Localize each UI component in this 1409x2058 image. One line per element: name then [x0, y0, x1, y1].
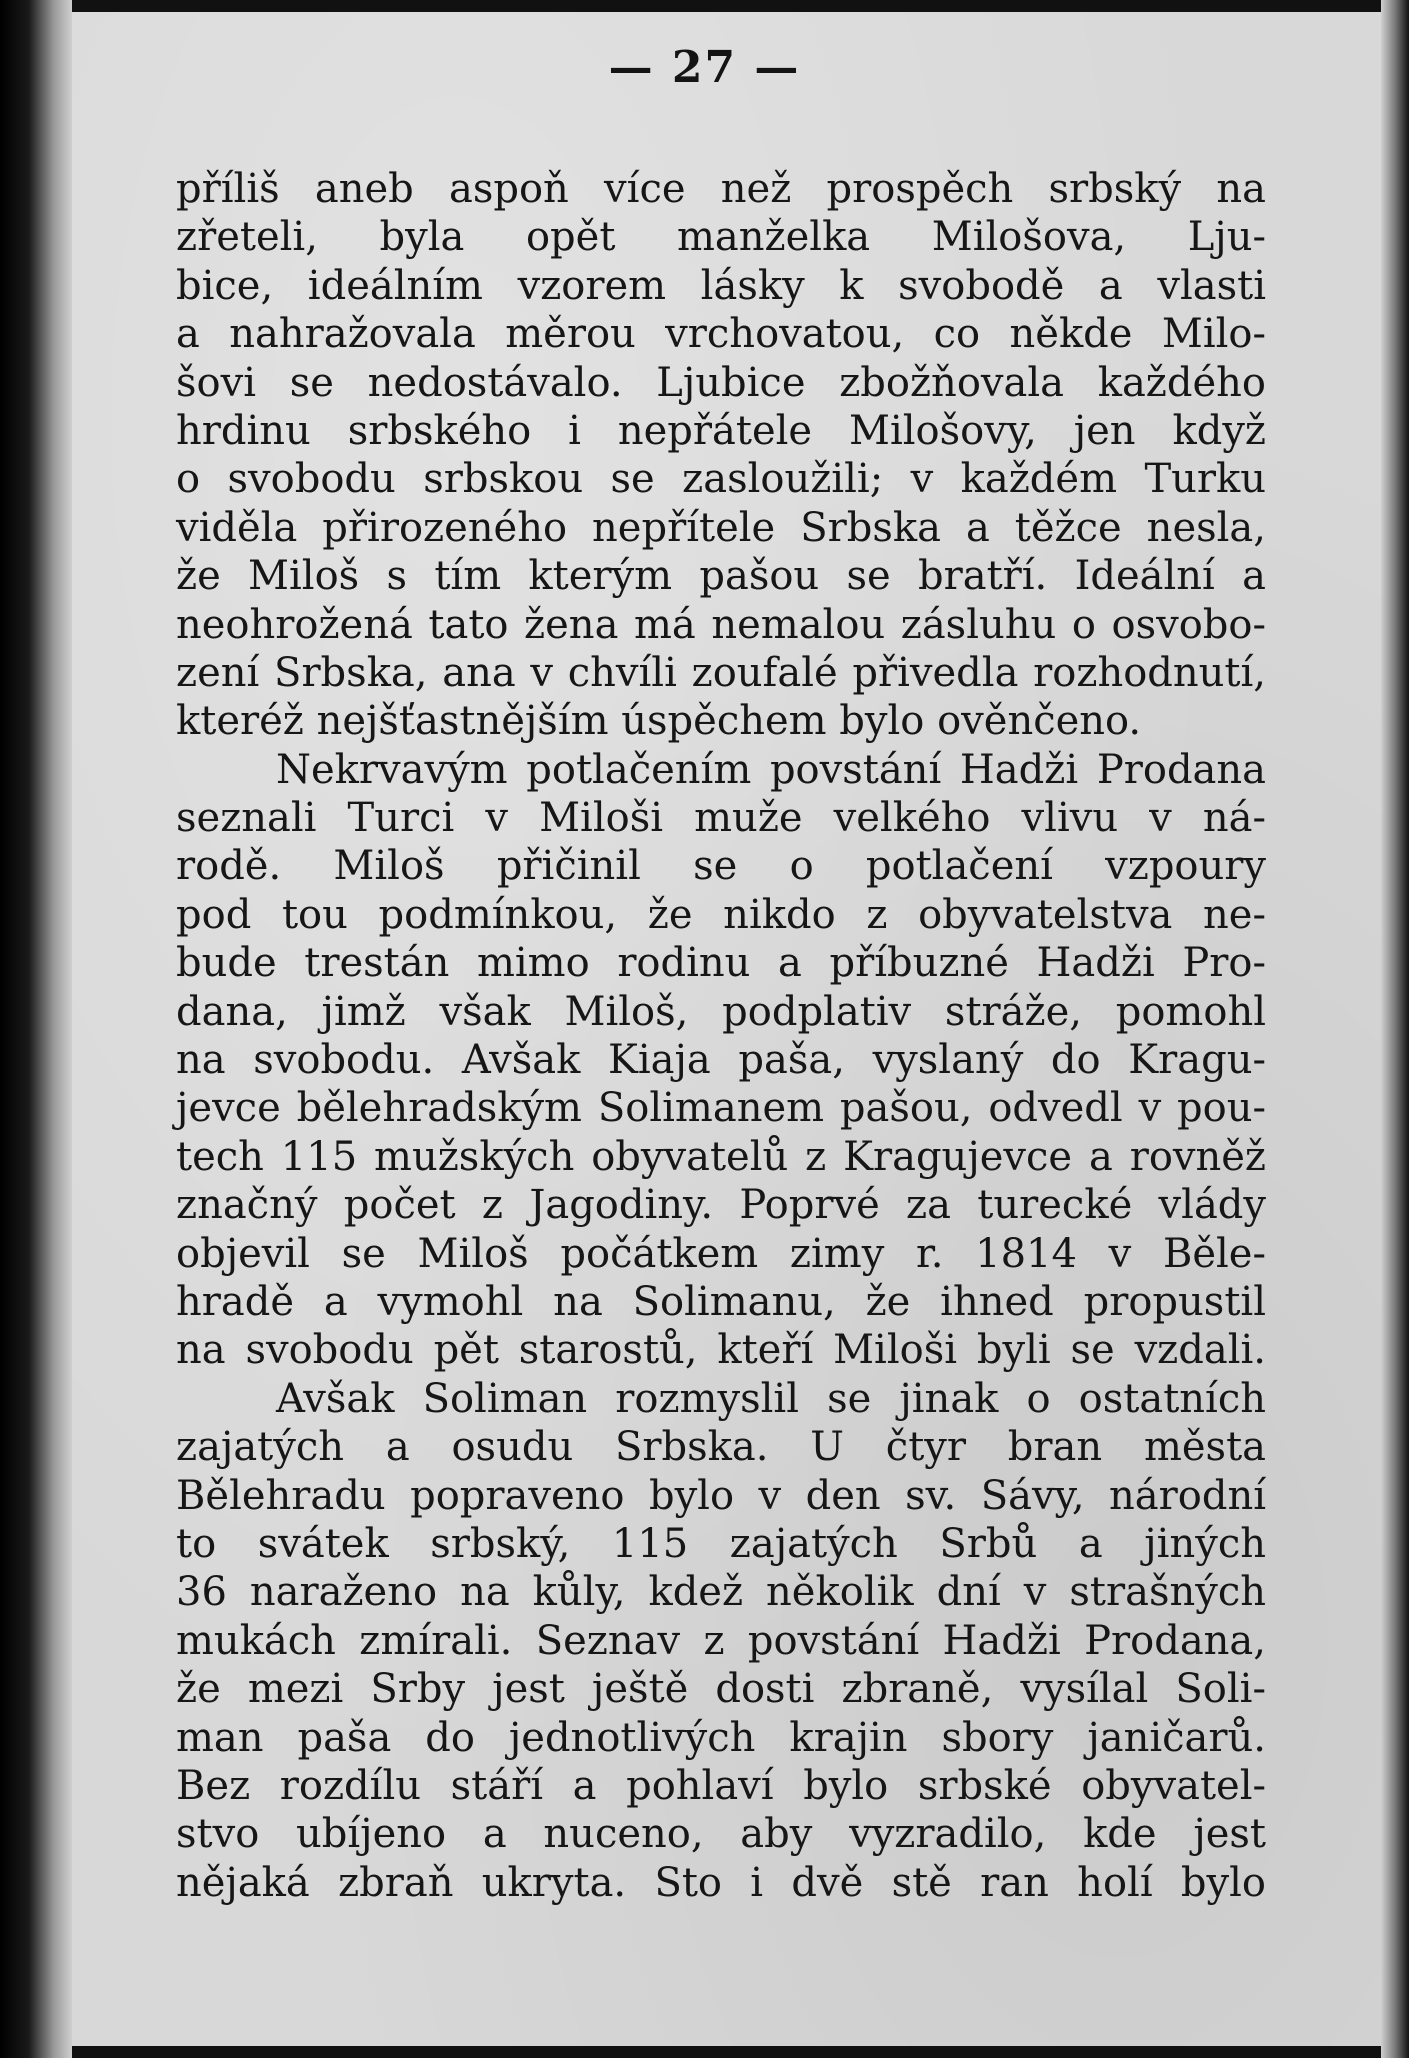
text-line: 36 naraženo na kůly, kdež několik dní v strašných	[176, 1569, 1266, 1616]
paragraph-first-line: Avšak Soliman rozmyslil se jinak o ostatních	[276, 1375, 1266, 1422]
text-line: neohrožená tato žena má nemalou zásluhu o osvobo-	[176, 601, 1266, 648]
page-right-edge	[1381, 0, 1409, 2058]
text-line: šovi se nedostávalo. Ljubice zbožňovala každého	[176, 359, 1266, 406]
text-line: man paša do jednotlivých krajin sbory janičarů.	[176, 1714, 1266, 1761]
text-line: a nahražovala měrou vrchovatou, co někde Milo-	[176, 311, 1266, 358]
text-line: o svobodu srbskou se zasloužili; v každém Turku	[176, 456, 1266, 503]
text-line: to svátek srbský, 115 zajatých Srbů a jiných	[176, 1520, 1266, 1567]
text-line: hrdinu srbského i nepřátele Milošovy, jen když	[176, 407, 1266, 454]
text-line: že Miloš s tím kterým pašou se bratří. Ideální a	[176, 553, 1266, 600]
text-line: mukách zmírali. Seznav z povstání Hadži Prodana,	[176, 1617, 1266, 1664]
book-binding-edge	[0, 0, 72, 2058]
page-number: — 27 —	[608, 42, 801, 93]
text-line: seznali Turci v Miloši muže velkého vlivu v ná-	[176, 795, 1266, 842]
paragraph-last-line: na svobodu pět starostů, kteří Miloši byli se vzdali.	[176, 1327, 1266, 1374]
text-line: bice, ideálním vzorem lásky k svobodě a vlasti	[176, 262, 1266, 309]
text-line: objevil se Miloš počátkem zimy r. 1814 v Běle-	[176, 1230, 1266, 1277]
text-line: pod tou podmínkou, že nikdo z obyvatelstva ne-	[176, 891, 1266, 938]
text-line: nějaká zbraň ukryta. Sto i dvě stě ran holí bylo	[176, 1859, 1266, 1906]
text-line: hradě a vymohl na Solimanu, že ihned propustil	[176, 1278, 1266, 1325]
text-line: příliš aneb aspoň více než prospěch srbský na	[176, 166, 1266, 212]
text-line: Bělehradu popraveno bylo v den sv. Sávy, národní	[176, 1472, 1266, 1519]
text-line: že mezi Srby jest ještě dosti zbraně, vysílal Soli-	[176, 1666, 1266, 1713]
text-line: viděla přirozeného nepřítele Srbska a těžce nesla,	[176, 504, 1266, 551]
text-line: Bez rozdílu stáří a pohlaví bylo srbské obyvatel-	[176, 1762, 1266, 1809]
text-line: tech 115 mužských obyvatelů z Kragujevce a rovněž	[176, 1133, 1266, 1180]
paragraph-first-line: Nekrvavým potlačením povstání Hadži Prodana	[276, 746, 1266, 793]
text-line: zřeteli, byla opět manželka Milošova, Lju-	[176, 214, 1266, 261]
text-line: stvo ubíjeno a nuceno, aby vyzradilo, kde jest	[176, 1811, 1266, 1858]
text-line: zení Srbska, ana v chvíli zoufalé přivedla rozhodnutí,	[176, 649, 1266, 696]
text-line: rodě. Miloš přičinil se o potlačení vzpoury	[176, 843, 1266, 890]
text-line: bude trestán mimo rodinu a příbuzné Hadži Pro-	[176, 940, 1266, 987]
text-line: značný počet z Jagodiny. Poprvé za turecké vlády	[176, 1182, 1266, 1229]
text-line: jevce bělehradským Solimanem pašou, odvedl v pou-	[176, 1085, 1266, 1132]
text-line: na svobodu. Avšak Kiaja paša, vyslaný do Kragu-	[176, 1037, 1266, 1084]
paragraph-last-line: kteréž nejšťastnějším úspěchem bylo ověnčeno.	[176, 698, 1142, 745]
body-text	[176, 165, 1266, 1907]
text-line: dana, jimž však Miloš, podplativ stráže, pomohl	[176, 988, 1266, 1035]
text-line: zajatých a osudu Srbska. U čtyr bran města	[176, 1424, 1266, 1471]
